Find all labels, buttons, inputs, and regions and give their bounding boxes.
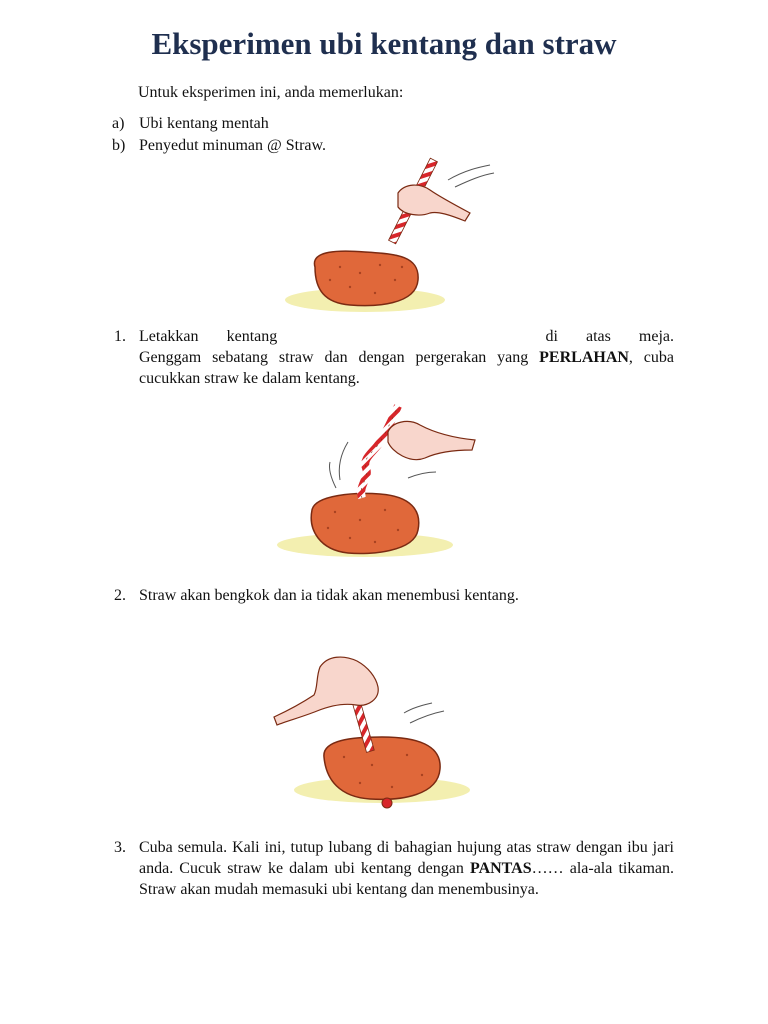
illustration-straw-bending bbox=[270, 400, 490, 570]
potato bbox=[311, 493, 418, 553]
intro-text: Untuk eksperimen ini, anda memerlukan: bbox=[138, 84, 404, 101]
step-text: Cuba semula. Kali ini, tutup lubang di bahagian hujung atas straw dengan ibu jari anda. Cucuk straw ke dalam ubi kentang dengan bbox=[139, 839, 674, 877]
straw-tip bbox=[382, 798, 392, 808]
material-label: b) bbox=[112, 137, 126, 154]
illustration-straw-piercing bbox=[272, 645, 492, 815]
material-item bbox=[112, 137, 326, 155]
emphasis-text: PERLAHAN bbox=[539, 349, 629, 366]
step-number: 2. bbox=[114, 587, 126, 604]
hand bbox=[388, 421, 475, 459]
bent-straw bbox=[361, 406, 398, 498]
step-number: 3. bbox=[114, 839, 126, 856]
step-1 bbox=[114, 326, 674, 389]
material-text: Penyedut minuman @ Straw. bbox=[139, 137, 327, 154]
step-text: …… ala-ala tikaman. Straw akan mudah memasuki ubi kentang dan menembusinya. bbox=[139, 860, 675, 898]
step-text: Straw akan bengkok dan ia tidak akan menembusi kentang. bbox=[139, 587, 519, 604]
potato bbox=[324, 737, 440, 799]
emphasis-text: PANTAS bbox=[469, 860, 532, 877]
material-label: a) bbox=[112, 115, 125, 132]
step-text: Genggam sebatang straw dan dengan pergerakan yang bbox=[139, 349, 540, 366]
page-title: Eksperimen ubi kentang dan straw bbox=[151, 26, 617, 61]
step-text: , cuba cucukkan straw ke dalam kentang. bbox=[139, 349, 674, 387]
step-text: Letakkan kentang bbox=[139, 328, 278, 345]
material-text: Ubi kentang mentah bbox=[139, 115, 269, 132]
step-text: di atas meja. bbox=[545, 328, 675, 345]
material-item bbox=[112, 115, 269, 133]
step-2 bbox=[114, 585, 674, 606]
step-3 bbox=[114, 837, 674, 900]
illustration-straw-above-potato bbox=[280, 155, 500, 320]
step-number: 1. bbox=[114, 328, 126, 345]
potato bbox=[314, 251, 418, 305]
